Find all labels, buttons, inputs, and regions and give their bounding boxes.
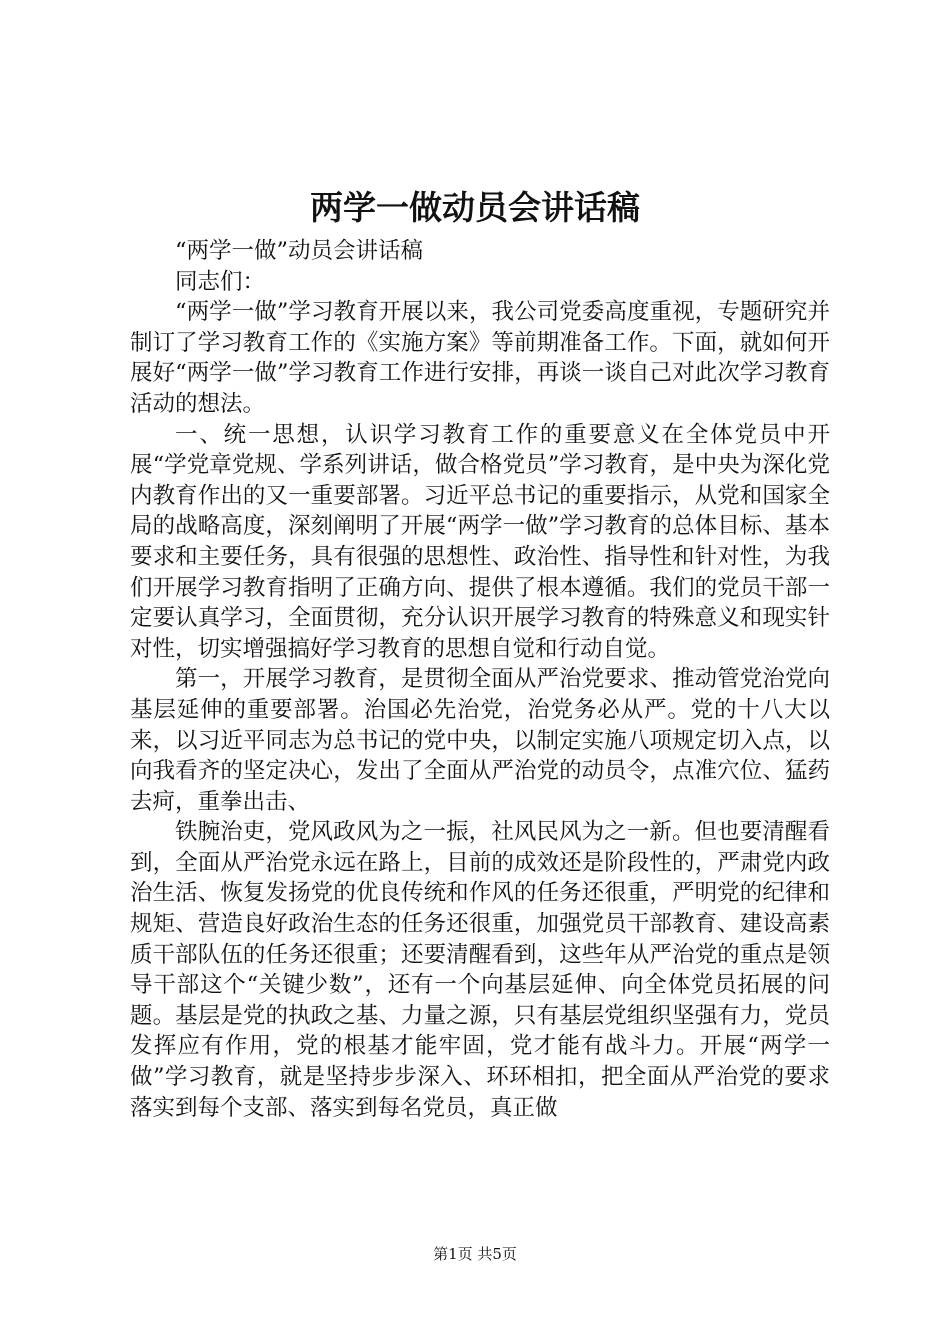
salutation-paragraph: 同志们： [175,268,266,295]
document-body [130,236,830,1123]
body-paragraph: 一、统一思想，认识学习教育工作的重要意义在全体党员中开展“学党章党规、学系列讲话，做合格党员”学习教育，是中央为深化党内教育作出的又一重要部署。习近平总书记的重要指示，从党和国家全局的战略高度，深刻阐明了开展“两学一做”学习教育的总体目标、基本要求和主要任务，具有很强的思想性、政治性、指导性和针对性，为我们开展学习教育指明了正确方向、提供了根本遵循。我们的党员干部一定要认真学习，全面贯彻，充分认识开展学习教育的特殊意义和现实针对性，切实增强搞好学习教育的思想自觉和行动自觉。 [130,421,830,662]
document-title: 两学一做动员会讲话稿 [310,188,640,227]
page-footer: 第1页 共5页 [433,1245,517,1263]
body-paragraph: “两学一做”学习教育开展以来，我公司党委高度重视，专题研究并制订了学习教育工作的《实施方案》等前期准备工作。下面，就如何开展好“两学一做”学习教育工作进行安排，再谈一谈自己对此次学习教育活动的想法。 [130,299,830,417]
body-paragraph: 铁腕治吏，党风政风为之一振，社风民风为之一新。但也要清醒看到，全面从严治党永远在路上，目前的成效还是阶段性的，严肃党内政治生活、恢复发扬党的优良传统和作风的任务还很重，严明党的纪律和规矩、营造良好政治生态的任务还很重，加强党员干部教育、建设高素质干部队伍的任务还很重；还要清醒看到，这些年从严治党的重点是领导干部这个“关键少数”，还有一个向基层延伸、向全体党员拓展的问题。基层是党的执政之基、力量之源，只有基层党组织坚强有力，党员发挥应有作用，党的根基才能牢固，党才能有战斗力。开展“两学一做”学习教育，就是坚持步步深入、环环相扣，把全面从严治党的要求落实到每个支部、落实到每名党员，真正做 [130,819,830,1121]
subtitle-paragraph: “两学一做”动员会讲话稿 [175,238,424,264]
body-paragraph: 第一，开展学习教育，是贯彻全面从严治党要求、推动管党治党向基层延伸的重要部署。治国必先治党，治党务必从严。党的十八大以来，以习近平同志为总书记的党中央，以制定实施八项规定切入点，以向我看齐的坚定决心，发出了全面从严治党的动员令，点准穴位、猛药去疴，重拳出击、 [130,666,830,815]
